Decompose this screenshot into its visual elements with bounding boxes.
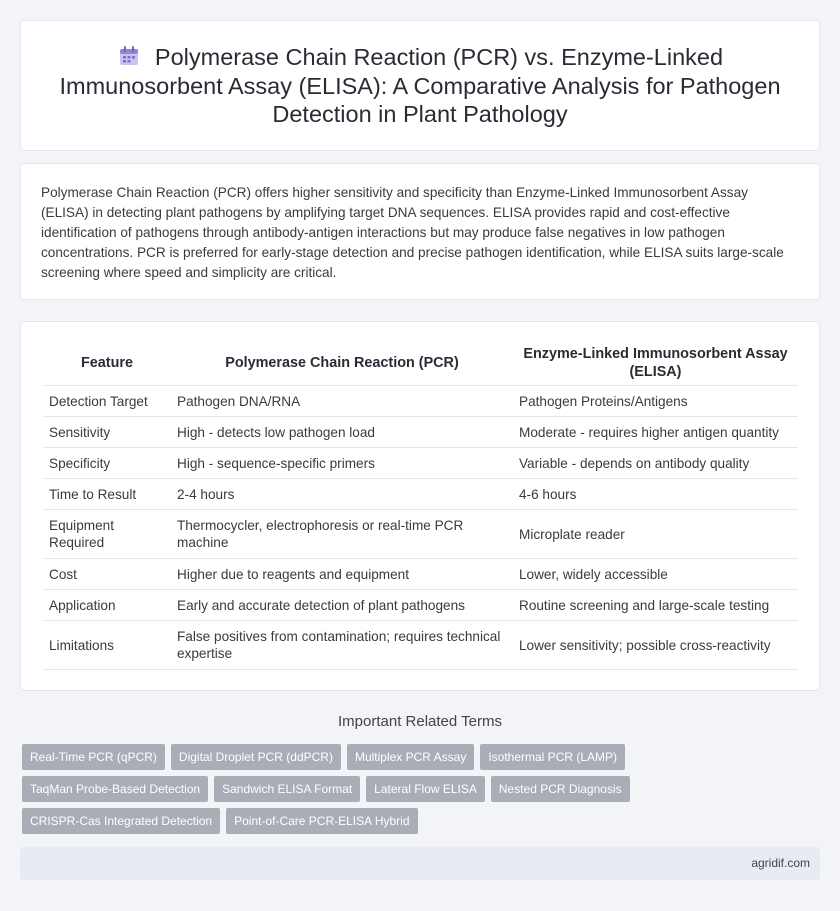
table-row <box>43 621 798 670</box>
tag-link[interactable]: Real-Time PCR (qPCR) <box>22 744 165 770</box>
feature-cell: Time to Result <box>43 479 171 510</box>
summary-text: Polymerase Chain Reaction (PCR) offers higher sensitivity and specificity than Enzyme-Linked Immunosorbent Assay (ELISA) in detecting plant pathogens by amplifying target DNA sequences. ELISA provides rapid and cost-effective identification of pathogens through antibody-antigen interactions but may produce false negatives in low pathogen concentrations. PCR is preferred for early-stage detection and precise pathogen identification, while ELISA suits large-scale screening where speed and simplicity are critical. <box>41 185 784 280</box>
tag-link[interactable]: Lateral Flow ELISA <box>366 776 485 802</box>
table-row <box>43 386 798 417</box>
feature-cell: Specificity <box>43 448 171 479</box>
tag-link[interactable]: Isothermal PCR (LAMP) <box>480 744 625 770</box>
elisa-cell: 4-6 hours <box>513 479 798 510</box>
table-row <box>43 479 798 510</box>
feature-cell: Cost <box>43 559 171 590</box>
pcr-cell: High - sequence-specific primers <box>171 448 513 479</box>
elisa-cell: Pathogen Proteins/Antigens <box>513 386 798 417</box>
tag-link[interactable]: Digital Droplet PCR (ddPCR) <box>171 744 341 770</box>
table-row <box>43 417 798 448</box>
tag-link[interactable]: Point-of-Care PCR-ELISA Hybrid <box>226 808 417 834</box>
pcr-cell: High - detects low pathogen load <box>171 417 513 448</box>
elisa-cell: Moderate - requires higher antigen quantity <box>513 417 798 448</box>
summary-card <box>20 163 820 300</box>
tag-link[interactable]: TaqMan Probe-Based Detection <box>22 776 208 802</box>
calendar-icon <box>117 44 141 68</box>
feature-cell: Sensitivity <box>43 417 171 448</box>
table-header-row <box>43 340 798 386</box>
table-row <box>43 510 798 559</box>
comparison-table <box>43 340 798 670</box>
header-feature: Feature <box>43 340 171 386</box>
feature-cell: Equipment Required <box>43 510 171 559</box>
elisa-cell: Microplate reader <box>513 510 798 559</box>
pcr-cell: Early and accurate detection of plant pathogens <box>171 590 513 621</box>
title-card <box>20 20 820 151</box>
pcr-cell: Higher due to reagents and equipment <box>171 559 513 590</box>
feature-cell: Application <box>43 590 171 621</box>
table-row <box>43 448 798 479</box>
tag-link[interactable]: Sandwich ELISA Format <box>214 776 360 802</box>
tag-link[interactable]: Multiplex PCR Assay <box>347 744 474 770</box>
header-elisa: Enzyme-Linked Immunosorbent Assay (ELISA) <box>513 340 798 386</box>
elisa-cell: Lower sensitivity; possible cross-reactivity <box>513 621 798 670</box>
tag-link[interactable]: CRISPR-Cas Integrated Detection <box>22 808 220 834</box>
related-terms-section <box>20 713 820 743</box>
elisa-cell: Lower, widely accessible <box>513 559 798 590</box>
comparison-table-card <box>20 321 820 691</box>
related-terms-tags <box>22 744 812 834</box>
header-pcr: Polymerase Chain Reaction (PCR) <box>171 340 513 386</box>
feature-cell: Detection Target <box>43 386 171 417</box>
pcr-cell: Thermocycler, electrophoresis or real-time PCR machine <box>171 510 513 559</box>
pcr-cell: False positives from contamination; requires technical expertise <box>171 621 513 670</box>
tag-link[interactable]: Nested PCR Diagnosis <box>491 776 630 802</box>
footer-site-link[interactable]: agridif.com <box>751 856 810 870</box>
feature-cell: Limitations <box>43 621 171 670</box>
table-row <box>43 590 798 621</box>
pcr-cell: Pathogen DNA/RNA <box>171 386 513 417</box>
elisa-cell: Routine screening and large-scale testing <box>513 590 798 621</box>
pcr-cell: 2-4 hours <box>171 479 513 510</box>
elisa-cell: Variable - depends on antibody quality <box>513 448 798 479</box>
footer <box>20 847 820 880</box>
table-row <box>43 559 798 590</box>
related-terms-heading: Important Related Terms <box>338 713 502 730</box>
page-title <box>51 43 789 129</box>
page-title-text: Polymerase Chain Reaction (PCR) vs. Enzyme-Linked Immunosorbent Assay (ELISA): A Comparative Analysis for Pathogen Detection in Plant Pathology <box>59 44 781 127</box>
